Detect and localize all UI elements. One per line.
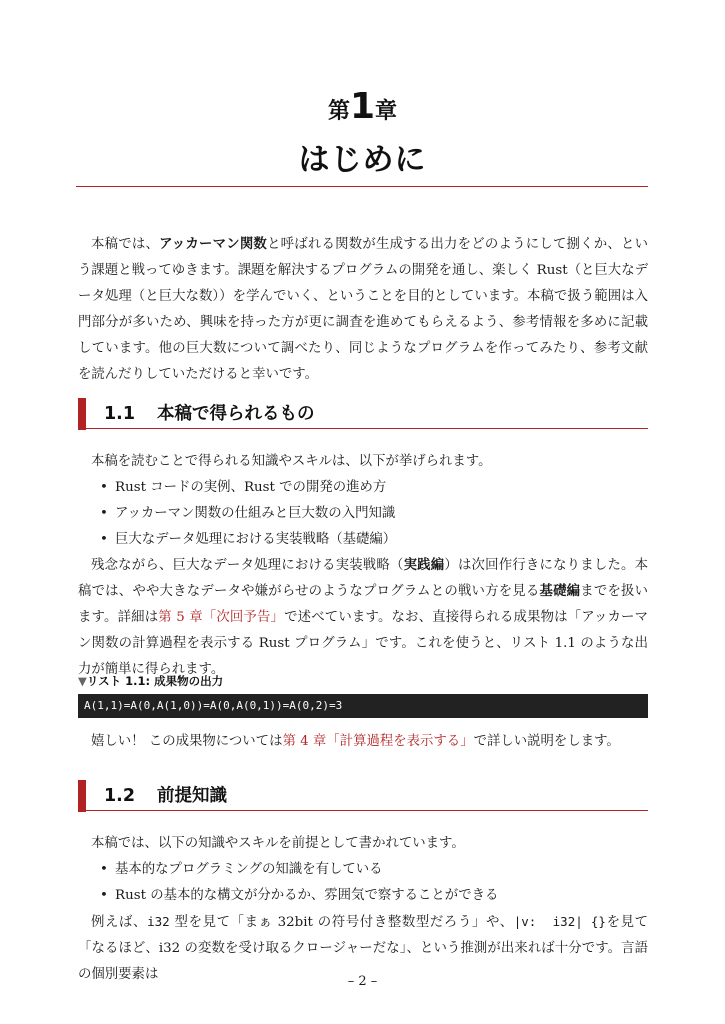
- chapter-title: はじめに: [298, 142, 427, 178]
- chapter-5-link[interactable]: 第 5 章「次回予告」: [158, 610, 285, 625]
- chapter-label: [0, 86, 725, 127]
- inline-code-closure: |v: i32| {}: [513, 914, 606, 929]
- section-heading-1-1: [78, 398, 648, 429]
- intro-text-2: と呼ばれる関数が生成する出力をどのようにして捌くか、という課題と戦ってゆきます。課題を解決するプログラムの開発を通し、楽しく Rust（と巨大なデータ処理（と巨大な数））を学んでいく、ということを目的としています。本稿で扱う範囲は入門部分が多いため、興味を持った方が更に調査を進めてもらえるよう、参考情報を多めに記載しています。他の巨大数について調べたり、同じようなプログラムを作ってみたり、参考文献を読んだりしていただけると幸いです。: [78, 237, 649, 382]
- list-item: • Rust コードの実例、Rust での開発の進め方: [91, 475, 648, 501]
- section-title: [104, 782, 227, 807]
- list-item: • 基本的なプログラミングの知識を有している: [91, 857, 648, 883]
- section-heading-1-2: [78, 780, 648, 811]
- p2-text-2: ）は次回作行きになりました。本稿では、やや大きなデータや嫌がらせのようなプログラムとの戦い方を見る: [78, 558, 649, 599]
- section-marker-bar: [78, 780, 86, 812]
- section-1-2-bullet-list: [78, 857, 648, 909]
- section-1-2-lead: 本稿では、以下の知識やスキルを前提として書かれています。: [91, 836, 465, 851]
- section-1-1-lead: 本稿を読むことで得られる知識やスキルは、以下が挙げられます。: [91, 454, 492, 469]
- p-text-3: を見て「なるほど、i32 の変数を受け取るクロージャーだな」、という推測が出来れば十分です。言語の個別要素は: [78, 915, 649, 982]
- code-listing: A(1,1)=A(0,A(1,0))=A(0,A(0,1))=A(0,2)=3: [78, 694, 648, 718]
- p2-text-1: 残念ながら、巨大なデータ処理における実装戦略（: [91, 558, 404, 573]
- list-item: • Rust の基本的な構文が分かるか、雰囲気で察することができる: [91, 883, 648, 909]
- p-text-1: 例えば、: [91, 915, 148, 930]
- section-1-1-bullet-list: [78, 475, 648, 553]
- section-marker-bar: [78, 398, 86, 430]
- intro-bold-term: アッカーマン関数: [159, 237, 268, 252]
- page-number: – 2 –: [347, 974, 378, 989]
- listing-caption: [78, 673, 223, 689]
- triangle-icon: ▼: [78, 674, 87, 688]
- p3-text-2: で詳しい説明をします。: [473, 734, 620, 749]
- list-item: • 巨大なデータ処理における実装戦略（基礎編）: [91, 527, 648, 553]
- p2-text-4: で述べています。なお、直接得られる成果物は「アッカーマン関数の計算過程を表示する Rust プログラム」です。これを使うと、リスト 1.1 のような出力が簡単に得られます。: [78, 610, 648, 677]
- chapter-suffix: 章: [375, 99, 398, 124]
- section-title: [104, 400, 315, 425]
- listing-caption-text: リスト 1.1: 成果物の出力: [86, 674, 224, 688]
- p3-text-1: 嬉しい！ この成果物については: [91, 734, 283, 749]
- inline-code-i32: i32: [147, 914, 170, 929]
- chapter-prefix: 第: [327, 99, 350, 124]
- p2-text-3: までを扱います。詳細は: [78, 584, 649, 625]
- section-number: 1.1: [104, 404, 136, 424]
- bold-term-practice: 実践編: [403, 558, 445, 573]
- section-number: 1.2: [104, 786, 136, 806]
- section-title-text: 本稿で得られるもの: [157, 404, 315, 424]
- chapter-4-link[interactable]: 第 4 章「計算過程を表示する」: [282, 734, 474, 749]
- section-1-2-body: [78, 831, 648, 988]
- chapter-divider: [76, 186, 648, 187]
- section-1-1-paragraph-3: [78, 729, 648, 755]
- list-item: • アッカーマン関数の仕組みと巨大数の入門知識: [91, 501, 648, 527]
- section-1-1-body: [78, 449, 648, 683]
- p-text-2: 型を見て「まぁ 32bit の符号付き整数型だろう」や、: [169, 915, 514, 930]
- intro-text-1: 本稿では、: [91, 237, 160, 252]
- section-1-1-paragraph-2: [78, 553, 648, 683]
- chapter-number: 1: [349, 86, 376, 127]
- bold-term-basics: 基礎編: [539, 584, 581, 599]
- section-title-text: 前提知識: [157, 786, 228, 806]
- intro-paragraph: [78, 232, 648, 388]
